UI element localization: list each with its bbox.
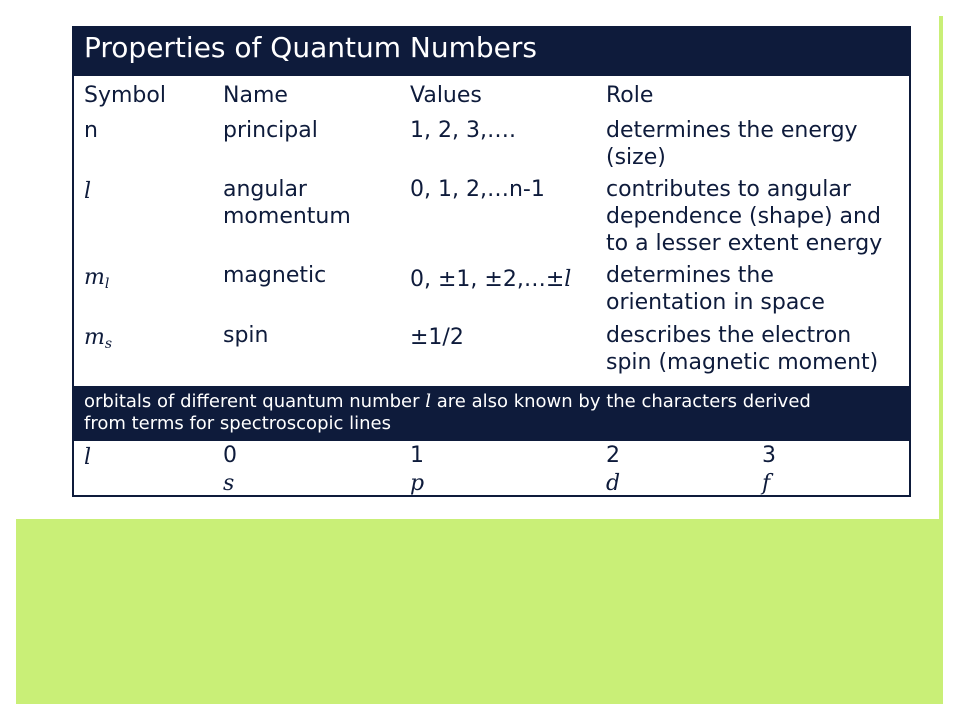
- orbital-note-line2: from terms for spectroscopic lines: [84, 413, 391, 434]
- row-ms-symbol-sub: s: [104, 336, 113, 352]
- row-ms-role-line1: describes the electron: [606, 323, 852, 348]
- row-ml-symbol-sub: l: [104, 276, 110, 292]
- header-values: Values: [410, 83, 482, 108]
- row-l-symbol: l: [84, 179, 92, 204]
- quantum-numbers-table: [72, 26, 911, 497]
- row-n-values: 1, 2, 3,….: [410, 118, 516, 143]
- row-ms-values: ±1/2: [410, 325, 464, 350]
- orbital-note-before: orbitals of different quantum number: [84, 391, 426, 412]
- green-accent-bottom: [16, 519, 943, 704]
- table-title: Properties of Quantum Numbers: [74, 28, 909, 76]
- row-l-role-line3: to a lesser extent energy: [606, 231, 883, 256]
- orbital-letter-s: s: [223, 471, 235, 496]
- row-l-values: 0, 1, 2,…n-1: [410, 177, 545, 202]
- orbital-number-2: 2: [606, 443, 620, 468]
- row-ml-role-line1: determines the: [606, 263, 774, 288]
- row-ms-name: spin: [223, 323, 269, 348]
- row-n-role-line1: determines the energy: [606, 118, 858, 143]
- orbital-letter-p: p: [410, 471, 425, 496]
- row-ml-values-suffix: l: [564, 267, 572, 292]
- orbital-letter-d: d: [606, 471, 621, 496]
- row-ml-values: [410, 266, 571, 293]
- row-l-name-line2: momentum: [223, 204, 351, 229]
- row-n-name: principal: [223, 118, 318, 143]
- row-ml-role-line2: orientation in space: [606, 290, 825, 315]
- row-ml-symbol-main: m: [84, 265, 105, 290]
- orbital-note-line1: [84, 391, 899, 413]
- orbital-note-after: are also known by the characters derived: [431, 391, 811, 412]
- row-l-role-line1: contributes to angular: [606, 177, 851, 202]
- row-ml-name: magnetic: [223, 263, 327, 288]
- row-n-symbol: n: [84, 118, 98, 143]
- row-l-role-line2: dependence (shape) and: [606, 204, 881, 229]
- orbital-number-3: 3: [762, 443, 776, 468]
- header-name: Name: [223, 83, 288, 108]
- row-ms-symbol: [84, 324, 112, 358]
- row-ms-symbol-main: m: [84, 325, 105, 350]
- orbital-letter-f: f: [762, 471, 771, 496]
- orbital-number-0: 0: [223, 443, 237, 468]
- row-ml-values-text: 0, ±1, ±2,…±: [410, 267, 565, 292]
- orbital-note-symbol: l: [425, 391, 432, 412]
- row-ms-role-line2: spin (magnetic moment): [606, 350, 879, 375]
- row-ml-symbol: [84, 264, 109, 298]
- row-l-name-line1: angular: [223, 177, 307, 202]
- orbital-note: [74, 386, 909, 441]
- header-role: Role: [606, 83, 654, 108]
- header-symbol: Symbol: [84, 83, 166, 108]
- row-n-role-line2: (size): [606, 145, 666, 170]
- orbital-number-1: 1: [410, 443, 424, 468]
- orbital-l-label: l: [84, 445, 92, 470]
